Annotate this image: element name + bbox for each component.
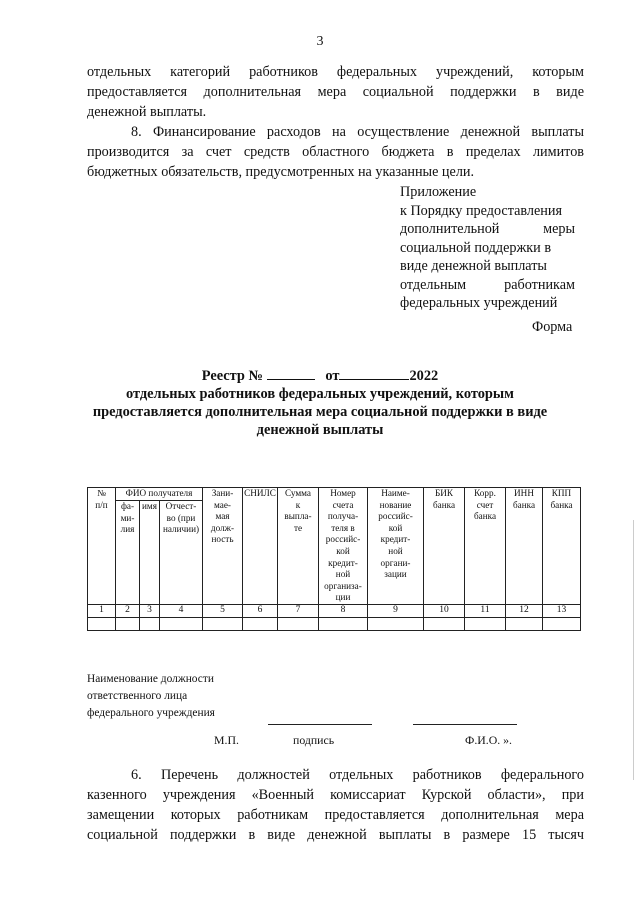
col-number: 3 [140, 604, 160, 617]
para8-line-2: производится за счет средств областного бюджета в пределах лимитов [87, 144, 584, 160]
col-position: Зани- мае- мая долж- ность [203, 488, 243, 605]
para8-line-1: 8. Финансирование расходов на осуществление денежной выплаты [131, 124, 584, 140]
footer-line-2: ответственного лица [87, 690, 188, 702]
col-number: 5 [203, 604, 243, 617]
registry-year: 2022 [409, 368, 439, 384]
registry-date-blank [339, 367, 409, 380]
para6-line-1: 6. Перечень должностей отдельных работников федерального [131, 767, 584, 783]
appendix-word: отдельным [400, 276, 467, 293]
col-org-name: Наиме- нование российс- кой кредит- ной органи- зации [368, 488, 424, 605]
col-number: 4 [160, 604, 203, 617]
registry-number-blank [267, 367, 315, 380]
appendix-word: работникам [504, 276, 575, 293]
appendix-line-5: виде денежной выплаты [400, 258, 547, 274]
col-snils: СНИЛС [243, 488, 278, 605]
appendix-word: меры [543, 221, 575, 237]
appendix-line-3 [400, 220, 575, 239]
registry-title-line [0, 367, 640, 385]
para-continuation-line-3: денежной выплаты. [87, 104, 207, 120]
footer-line-1: Наименование должности [87, 673, 214, 685]
appendix-word: дополнительной [400, 221, 500, 237]
col-kpp: КПП банка [543, 488, 581, 605]
col-bik: БИК банка [424, 488, 465, 605]
fio-line [413, 724, 517, 725]
registry-label: Реестр № [201, 368, 263, 384]
col-fio-group: ФИО получателя [116, 488, 203, 501]
col-surname: фа- ми- лия [116, 501, 140, 605]
para6-line-3: замещении которых работникам предоставляется дополнительная мера [87, 807, 584, 823]
appendix-line-7: федеральных учреждений [400, 295, 558, 311]
footer-position-block [87, 671, 215, 722]
para-continuation-line-1: отдельных категорий работников федеральных учреждений, которым [87, 64, 584, 80]
footer-line-3: федерального учреждения [87, 707, 215, 719]
registry-table [87, 487, 581, 631]
col-number: 8 [319, 604, 368, 617]
para6-line-4: социальной поддержки в виде денежной выплаты в размере 15 тысяч [87, 827, 584, 843]
col-inn: ИНН банка [506, 488, 543, 605]
signature-label: подпись [293, 733, 335, 747]
table-header-row [88, 488, 581, 501]
col-number: 11 [465, 604, 506, 617]
fio-label: Ф.И.О. ». [465, 733, 513, 747]
col-account: Номер счета получа- теля в российс- кой кредит- ной организа- ции [319, 488, 368, 605]
appendix-line-2: к Порядку предоставления [400, 202, 562, 219]
appendix-line-6 [400, 276, 575, 295]
para-continuation-line-2: предоставляется дополнительная мера социальной поддержки в виде [87, 84, 584, 100]
scan-edge [633, 520, 634, 780]
col-amount: Сумма к выпла- те [278, 488, 319, 605]
registry-subtitle-1: отдельных работников федеральных учреждений, которым [126, 386, 514, 402]
registry-subtitle-3: денежной выплаты [256, 422, 384, 438]
registry-from: от [325, 368, 340, 384]
col-patronymic: Отчест- во (при наличии) [160, 501, 203, 605]
col-number: 10 [424, 604, 465, 617]
mp-label: М.П. [214, 733, 239, 747]
registry-subtitle-2: предоставляется дополнительная мера социальной поддержки в виде [92, 404, 548, 420]
table-empty-row [88, 617, 581, 630]
appendix-block [400, 183, 575, 313]
col-number: 9 [368, 604, 424, 617]
col-corr: Корр. счет банка [465, 488, 506, 605]
table-number-row [88, 604, 581, 617]
col-name: имя [140, 501, 160, 605]
col-num: № п/п [88, 488, 116, 605]
col-number: 6 [243, 604, 278, 617]
col-number: 2 [116, 604, 140, 617]
para6-line-2: казенного учреждения «Военный комиссариат Курской области», при [87, 787, 584, 803]
col-number: 1 [88, 604, 116, 617]
appendix-line-4: социальной поддержки в [400, 239, 552, 256]
para8-line-3: бюджетных обязательств, предусмотренных на указанные цели. [87, 164, 475, 180]
form-label: Форма [532, 319, 573, 335]
page-number: 3 [316, 34, 324, 49]
appendix-line-1: Приложение [400, 184, 477, 200]
col-number: 7 [278, 604, 319, 617]
col-number: 13 [543, 604, 581, 617]
signature-line [268, 724, 372, 725]
col-number: 12 [506, 604, 543, 617]
